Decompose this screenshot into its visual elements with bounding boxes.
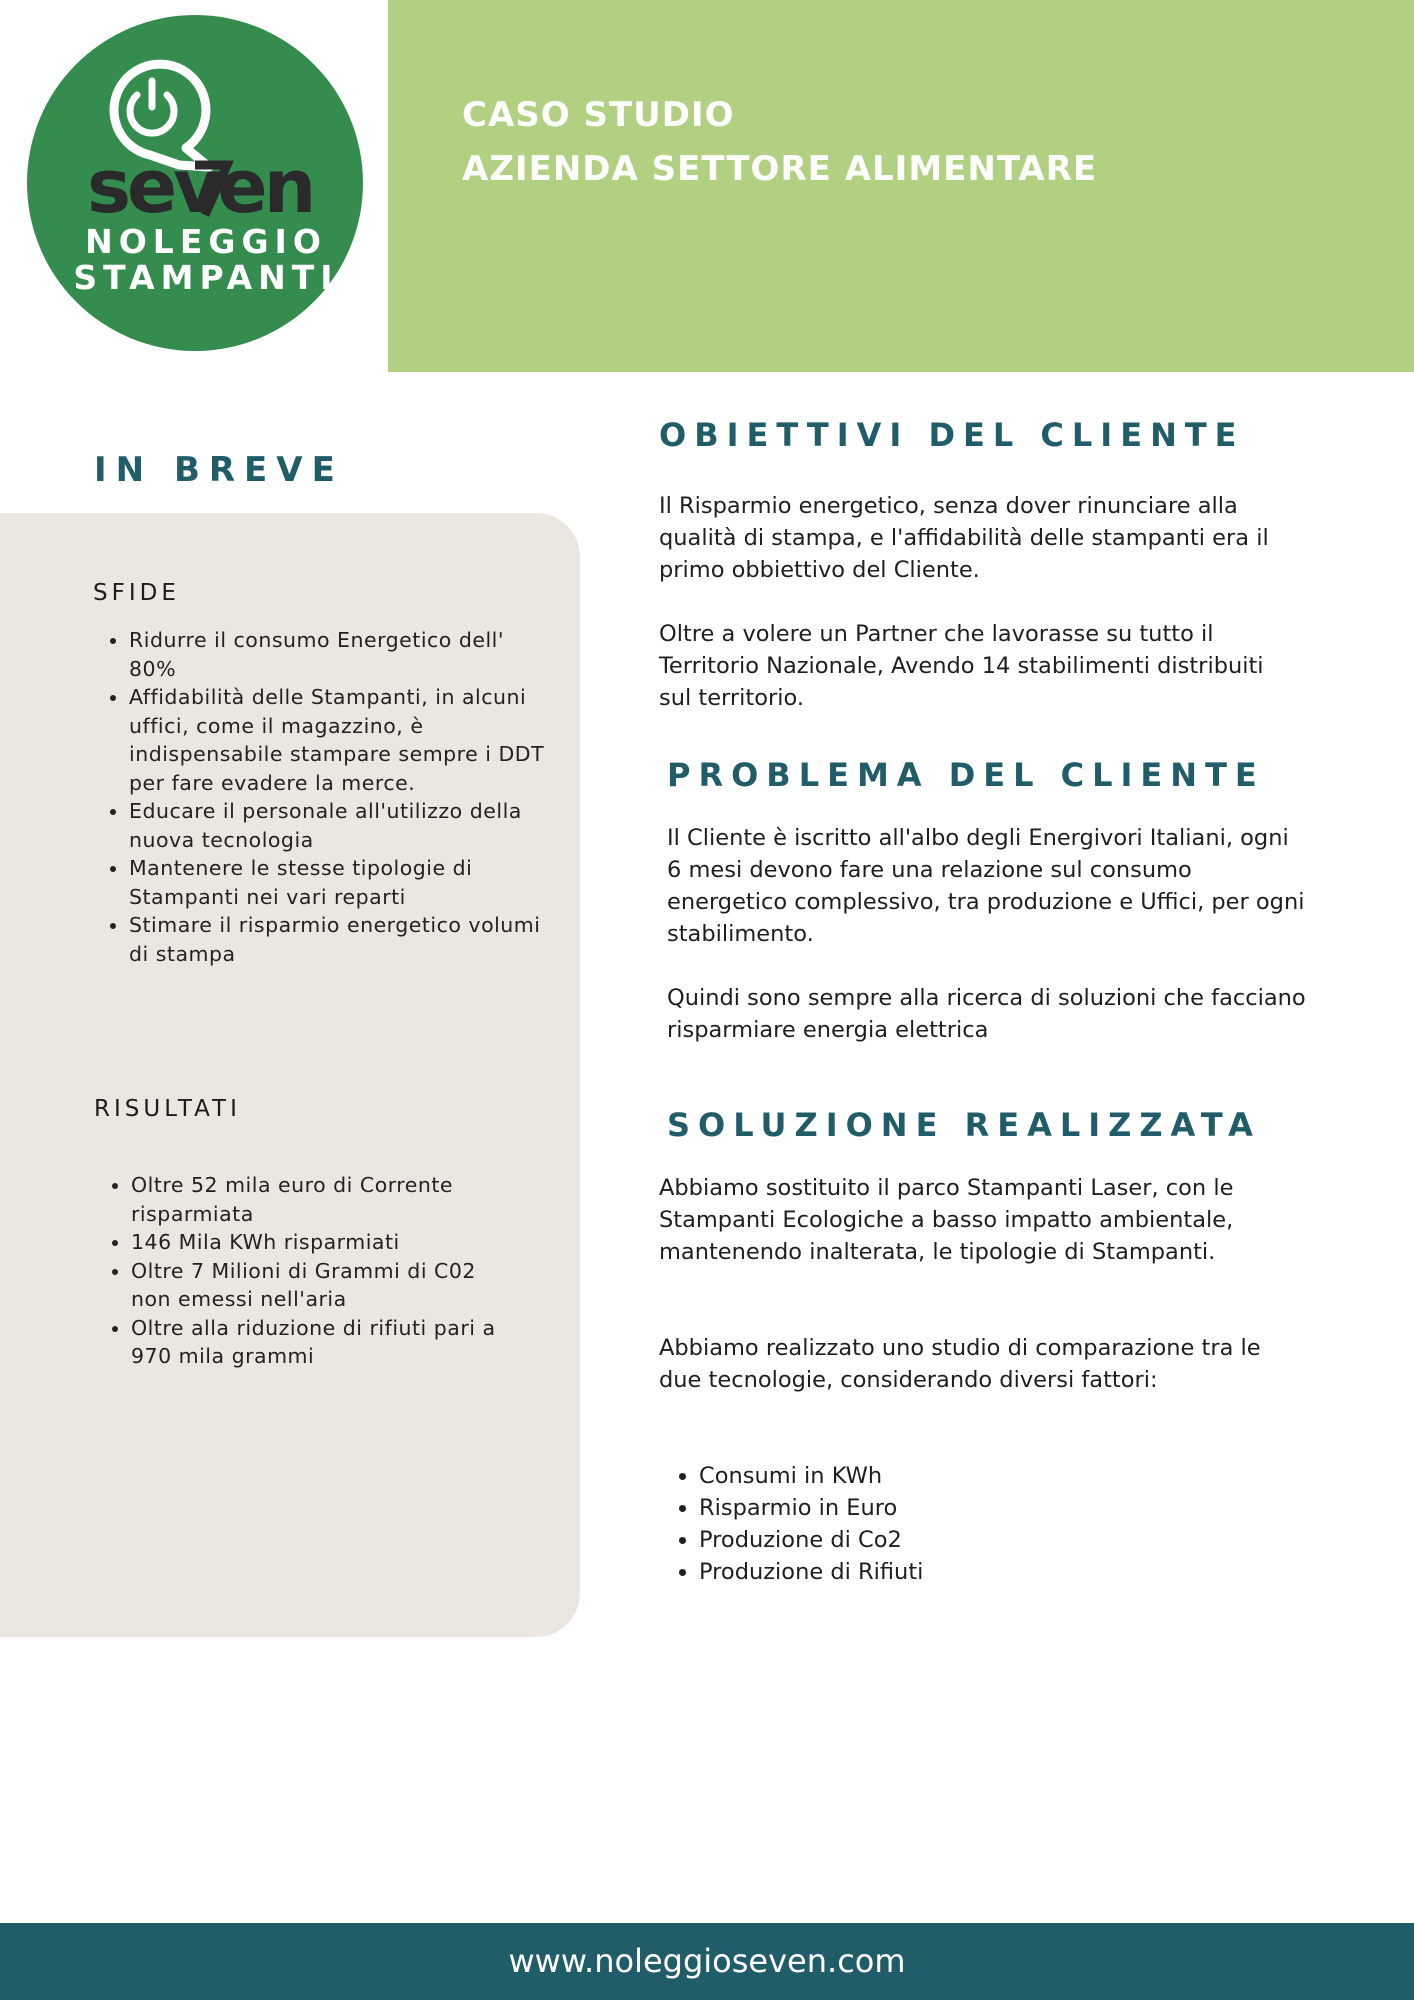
list-item: • Produzione di Rifiuti	[699, 1556, 1219, 1588]
obiettivi-paragraph-1: Il Risparmio energetico, senza dover rinunciare alla qualità di stampa, e l'affidabilità delle stampanti era il primo obbiettivo del Cliente.	[659, 493, 1269, 583]
list-item: • Oltre alla riduzione di rifiuti pari a 970 mila grammi	[131, 1314, 521, 1371]
list-item: • Educare il personale all'utilizzo della nuova tecnologia	[129, 797, 549, 854]
list-item: • Oltre 7 Milioni di Grammi di C02 non emessi nell'aria	[131, 1257, 521, 1314]
obiettivi-paragraph-2: Oltre a volere un Partner che lavorasse su tutto il Territorio Nazionale, Avendo 14 stabilimenti distribuiti sul territorio.	[659, 621, 1264, 711]
sfide-title: SFIDE	[93, 580, 180, 606]
list-item: • Affidabilità delle Stampanti, in alcuni uffici, come il magazzino, è indispensabile stampare sempre i DDT per fare evadere la merce.	[129, 683, 549, 797]
list-item: • Consumi in KWh	[699, 1460, 1219, 1492]
list-item: • Mantenere le stesse tipologie di Stampanti nei vari reparti	[129, 854, 549, 911]
website-link[interactable]: www.noleggioseven.com	[508, 1942, 906, 1980]
list-item: • Ridurre il consumo Energetico dell' 80%	[129, 626, 549, 683]
list-item: • 146 Mila KWh risparmiati	[131, 1228, 521, 1257]
title-line-2: AZIENDA SETTORE ALIMENTARE	[462, 149, 1098, 189]
list-item: • Oltre 52 mila euro di Corrente risparmiata	[131, 1171, 521, 1228]
risultati-list	[96, 1171, 521, 1371]
logo-text-line-1: NOLEGGIO	[85, 222, 327, 261]
obiettivi-heading: OBIETTIVI DEL CLIENTE	[659, 416, 1245, 454]
soluzione-paragraph-2: Abbiamo realizzato uno studio di comparazione tra le due tecnologie, considerando diversi fattori:	[659, 1335, 1261, 1393]
logo-brand: seven	[87, 144, 313, 230]
soluzione-heading: SOLUZIONE REALIZZATA	[667, 1106, 1261, 1144]
list-item: • Risparmio in Euro	[699, 1492, 1219, 1524]
risultati-title: RISULTATI	[94, 1096, 241, 1122]
list-item: • Produzione di Co2	[699, 1524, 1219, 1556]
logo	[27, 15, 363, 351]
problema-paragraph-2: Quindi sono sempre alla ricerca di soluzioni che facciano risparmiare energia elettrica	[667, 985, 1306, 1043]
page-title	[462, 88, 1097, 196]
list-item: • Stimare il risparmio energetico volumi di stampa	[129, 911, 549, 968]
problema-heading: PROBLEMA DEL CLIENTE	[667, 756, 1265, 794]
problema-paragraph-1: Il Cliente è iscritto all'albo degli Energivori Italiani, ogni 6 mesi devono fare una relazione sul consumo energetico complessivo, tra produzione e Uffici, per ogni stabilimento.	[667, 825, 1305, 947]
fattori-list	[659, 1460, 1219, 1588]
power-icon	[27, 15, 363, 351]
sfide-list	[94, 626, 549, 968]
sidebar-heading: IN BREVE	[94, 450, 344, 490]
logo-text-line-2: STAMPANTI	[73, 258, 339, 297]
title-line-1: CASO STUDIO	[462, 95, 735, 135]
soluzione-paragraph-1: Abbiamo sostituito il parco Stampanti Laser, con le Stampanti Ecologiche a basso impatto ambientale, mantenendo inalterata, le tipologie di Stampanti.	[659, 1175, 1234, 1265]
footer	[0, 1923, 1414, 2000]
